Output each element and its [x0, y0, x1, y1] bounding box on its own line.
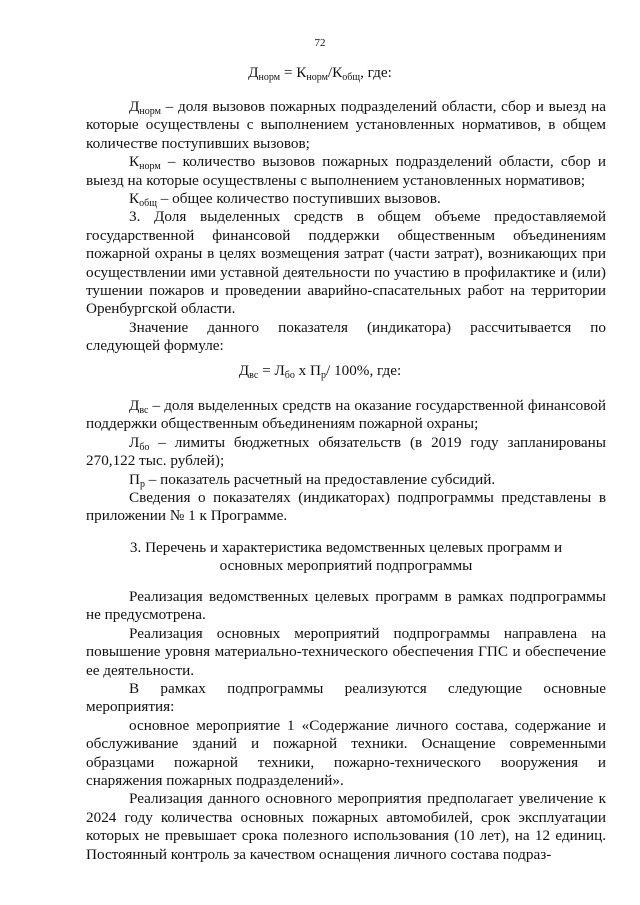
body-paragraph-5: Реализация данного основного мероприятия предполагает увеличение к 2024 году количества основных пожарных автомобилей, срок эксплуатации которых не превышает срока полезного использования (10 лет), на 12 единиц. Постоянный контроль за качеством оснащения личного состава подраз-	[86, 790, 606, 863]
formula-norm: $Д_{норм} = К_{норм}/К_{общ}$, где:	[248, 64, 392, 83]
definition-d-vs: $Д_{вс}$ – доля выделенных средств на оказание государственной финансовой поддержки общественным объединениям пожарной охраны;	[86, 397, 606, 433]
body-paragraph-3: В рамках подпрограммы реализуются следующие основные мероприятия:	[86, 680, 606, 716]
section-title-line-2: основных мероприятий подпрограммы	[219, 557, 473, 575]
formula-intro-paragraph: Значение данного показателя (индикатора) рассчитывается по следующей формуле:	[86, 318, 606, 355]
section-body	[86, 588, 606, 864]
definition-p-r: $П_р$ – показатель расчетный на предоставление субсидий.	[129, 470, 496, 490]
definition-k-norm: $К_{норм}$ – количество вызовов пожарных подразделений области, сбор и выезд на которые осуществлены с выполнением установленных нормативов;	[86, 153, 606, 189]
body-paragraph-4: основное мероприятие 1 «Содержание личного состава, содержание и обслуживание зданий и пожарной техники. Оснащение современными образцами пожарной техники, пожарно-технического вооружения и снаряжения пожарных подразделений».	[86, 716, 606, 790]
page-number: 72	[314, 37, 326, 49]
formula-vs: $Д_{вс} = Л_{бо}$ х $П_р/$ 100%, где:	[238, 362, 402, 381]
definitions-block-1	[86, 98, 606, 356]
definition-d-norm: $Д_{норм}$ – доля вызовов пожарных подразделений области, сбор и выезд на которые осуществлены с выполнением установленных нормативов, в общем количестве поступивших вызовов;	[86, 98, 606, 152]
body-paragraph-2: Реализация основных мероприятий подпрограммы направлена на повышение уровня материально-технического обеспечения ГПС и обеспечение ее деятельности.	[86, 624, 606, 679]
body-paragraph-1: Реализация ведомственных целевых программ в рамках подпрограммы не предусмотрена.	[86, 588, 606, 624]
section-title-line-1: 3. Перечень и характеристика ведомственных целевых программ и	[129, 539, 563, 556]
definition-k-obsh: $К_{общ}$ – общее количество поступивших вызовов.	[129, 190, 441, 210]
indicator-3-paragraph: 3. Доля выделенных средств в общем объеме предоставляемой государственной финансовой поддержки общественным объединениям пожарной охраны в целях возмещения затрат (части затрат), возникающих при осуществлении ими уставной деятельности по участию в профилактике и (или) тушении пожаров и проведении аварийно-спасательных работ на территории Оренбургской области.	[86, 208, 606, 318]
appendix-reference-paragraph: Сведения о показателях (индикаторах) подпрограммы представлены в приложении № 1 к Программе.	[86, 489, 606, 525]
section-title	[86, 539, 606, 576]
definition-l-bo: $Л_{бо}$ – лимиты бюджетных обязательств (в 2019 году запланированы 270,122 тыс. рублей);	[86, 433, 606, 470]
definitions-block-2	[86, 397, 606, 526]
